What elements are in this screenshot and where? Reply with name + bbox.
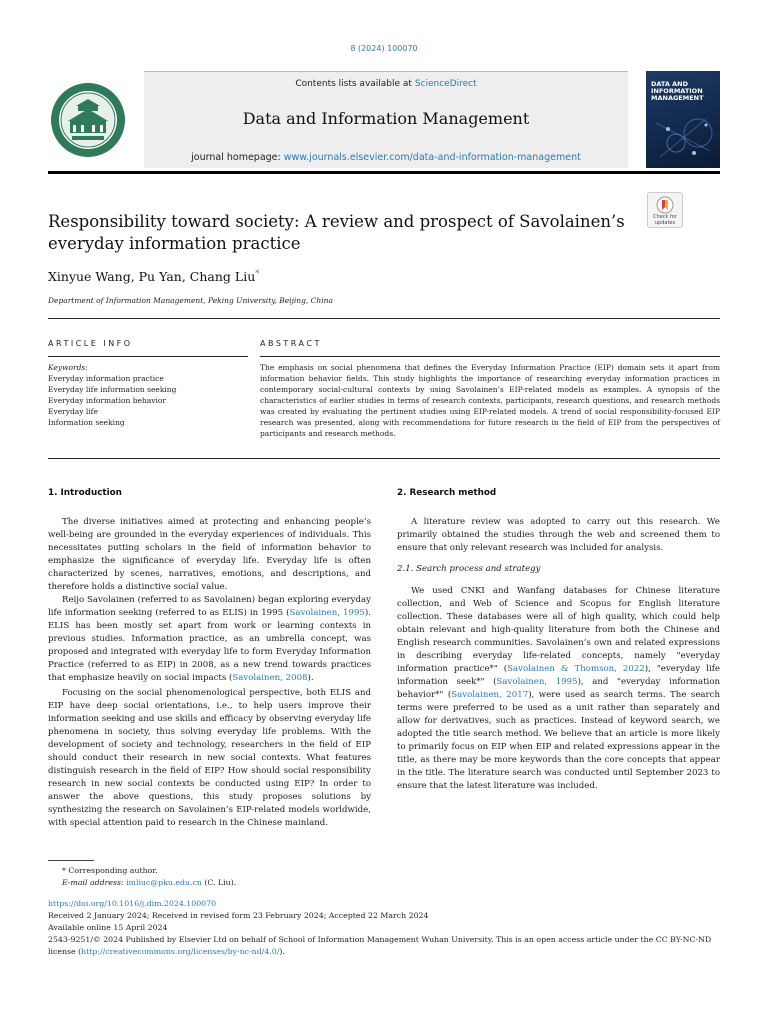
right-column — [397, 487, 720, 793]
citation-link[interactable]: Savolainen, 1995 — [289, 608, 365, 618]
journal-volume-header[interactable]: 8 (2024) 100070 — [350, 44, 418, 53]
journal-cover-image[interactable] — [646, 71, 720, 168]
keyword-item: Everyday life information seeking — [48, 385, 177, 394]
contents-availability: Contents lists available at ScienceDirect — [295, 79, 477, 89]
keyword-item: Everyday life — [48, 407, 98, 416]
article-title: Responsibility toward society: A review and prospect of Savolainen’s everyday information practice — [48, 212, 625, 253]
check-for-updates-label: Check for updates — [653, 214, 677, 226]
method-paragraph-2: We used CNKI and Wanfang databases for Chinese literature collection, and Web of Science and Scopus for English literature collection. These databases were all of high quality, which could help obtain relevant and high-quality literature from both the Chinese and English research communities. Savolainen’s own and related expressions in describing everyday life-related concepts, namely "everyday information practice*" (Savolainen & Thomson, 2022), "everyday life information seek*" (Savolainen, 1995), and "everyday information behavior*" (Savolainen, 2017), were used as search terms. The search terms were preferred to be used as a unit rather than separately and allow for derivatives, such as practices. Instead of keyword search, we adopted the title search method. We believe that an article is more likely to primarily focus on EIP when EIP and related expressions appear in the title, as there may be more keywords than the core concepts that appear in the title. The literature search was conducted until September 2023 to ensure that the latest literature was included. — [397, 586, 720, 791]
journal-title: Data and Information Management — [242, 109, 530, 128]
footnote-rule — [48, 860, 94, 861]
author-list: Xinyue Wang, Pu Yan, Chang Liu* — [48, 269, 260, 285]
citation-link[interactable]: Savolainen & Thomson, 2022 — [507, 664, 645, 674]
search-process-subheading: 2.1. Search process and strategy — [397, 564, 541, 574]
author-affiliation: Department of Information Management, Peking University, Beijing, China — [48, 296, 333, 305]
email-link[interactable]: imliuc@pku.edu.cn — [126, 878, 202, 887]
keyword-item: Everyday information behavior — [48, 396, 166, 405]
citation-link[interactable]: Savolainen, 2008 — [232, 673, 308, 683]
sciencedirect-link[interactable]: ScienceDirect — [414, 79, 477, 89]
intro-paragraph-3: Focusing on the social phenomenological perspective, both ELIS and EIP have deep social orientations, i.e., to help users improve their information seeking and use skills and efficacy by observing everyday life phenomena in society, thus solving everyday life problems. With the development of society and technology, researchers in the field of EIP should conduct their research in new social contexts. What features distinguish research in the field of EIP? How should social responsibility research in new social contexts be conducted using EIP? In order to answer the above questions, this study proposes solutions by synthesizing the research on Savolainen’s EIP-related models worldwide, with special attention paid to research in the Chinese mainland. — [48, 688, 371, 828]
cover-title: DATA AND INFORMATION MANAGEMENT — [651, 80, 704, 102]
intro-paragraph-1: The diverse initiatives aimed at protecting and enhancing people’s well-being are grounded in the everyday experiences of individuals. This necessitates putting scholars in the field of information behavior to emphasize the significance of everyday life. Everyday life is often characterized by scenes, narratives, emotions, and descriptions, and therefore holds a distinctive social value. — [48, 517, 371, 592]
article-info-heading: ARTICLE INFO — [48, 339, 133, 348]
received-dates: Received 2 January 2024; Received in revised form 23 February 2024; Accepted 22 March 2024 — [48, 911, 429, 920]
journal-masthead — [48, 71, 720, 168]
available-online-date: Available online 15 April 2024 — [48, 923, 168, 932]
license-statement: 2543-9251/© 2024 Published by Elsevier Ltd on behalf of School of Information Management Wuhan University. This is an open access article under the CC BY-NC-ND license (http://creativecommons.org/licenses/by-nc-nd/4.0/). — [48, 935, 712, 956]
research-method-heading: 2. Research method — [397, 488, 497, 498]
journal-info-band — [144, 71, 628, 168]
citation-link[interactable]: Savolainen, 2017 — [451, 690, 529, 700]
email-note: E-mail address: imliuc@pku.edu.cn (C. Liu). — [62, 878, 237, 887]
corresponding-author-note: * Corresponding author. — [62, 866, 158, 875]
bookmark-icon — [656, 196, 674, 216]
keyword-item: Information seeking — [48, 418, 125, 427]
left-column — [48, 487, 371, 830]
journal-homepage: journal homepage: www.journals.elsevier.com/data-and-information-management — [191, 152, 581, 163]
abstract-heading: ABSTRACT — [260, 339, 322, 348]
introduction-heading: 1. Introduction — [48, 488, 122, 498]
doi-link[interactable]: https://doi.org/10.1016/j.dim.2024.100070 — [48, 899, 217, 908]
article-metadata — [48, 898, 720, 958]
abstract-text: The emphasis on social phenomena that defines the Everyday Information Practice (EIP) domain sets it apart from information behavior fields. This study highlights the importance of researching everyday information practices in contemporary social-cultural contexts by using Savolainen’s EIP-related models as examples. A synopsis of the characteristics of earlier studies in terms of research contexts, participants, research questions, and research methods was created by evaluating the pertinent studies using EIP-related models. A trend of social responsibility-focused EIP research was presented, along with recommendations for future research in the field of EIP from the perspectives of participants and research methods. — [260, 363, 720, 438]
citation-link[interactable]: Savolainen, 1995 — [496, 677, 578, 687]
abstract-bottom-rule — [48, 458, 720, 459]
keyword-item: Everyday information practice — [48, 374, 164, 383]
university-logo — [48, 81, 128, 159]
keywords-block — [48, 362, 248, 428]
title-rule — [48, 318, 720, 319]
method-paragraph-1: A literature review was adopted to carry out this research. We primarily obtained the studies through the web and screened them to ensure that only relevant research was included for analysis. — [397, 517, 720, 553]
check-for-updates-badge[interactable] — [647, 192, 683, 228]
journal-homepage-link[interactable]: www.journals.elsevier.com/data-and-information-management — [283, 152, 581, 163]
license-link[interactable]: http://creativecommons.org/licenses/by-nc-nd/4.0/ — [81, 947, 280, 956]
abstract-rule — [260, 356, 720, 357]
intro-paragraph-2: Reijo Savolainen (referred to as Savolainen) began exploring everyday life information seeking (referred to as ELIS) in 1995 (Savolainen, 1995). ELIS has been mostly set apart from work or learning contexts in previous studies. Information practice, as an umbrella concept, was proposed and integrated with everyday life to form Everyday Information Practice (referred to as EIP) in 2008, as a new trend towards practices that emphasize heavily on social impacts (Savolainen, 2008). — [48, 595, 371, 683]
footnotes — [48, 865, 720, 889]
corresponding-author-mark[interactable]: * — [255, 269, 260, 278]
keywords-label: Keywords: — [48, 363, 88, 372]
article-info-rule — [48, 356, 248, 357]
masthead-rule — [48, 171, 720, 174]
